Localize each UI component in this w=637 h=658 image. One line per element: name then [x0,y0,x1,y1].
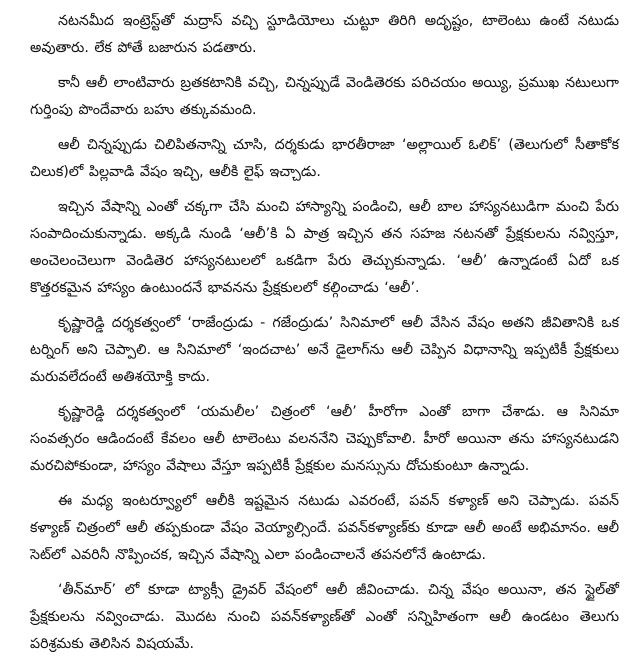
paragraph-5: కృష్ణారెడ్డి దర్శకత్వంలో ‘రాజేంద్రుడు - గజేంద్రుడు’ సినిమాలో ఆలీ వేసిన వేషం అతని జీవితానికి ఒక టర్నింగ్ అని చెప్పాలి. ఆ సినిమాలో ‘ఇందచాట’ అనే డైలాగ్‌ను ఆలీ చెప్పిన విధానాన్ని ఇప్పటికీ ప్రేక్షకులు మరువలేదంటే అతిశయోక్తి కాదు. [30,315,619,385]
paragraph-7: ఈ మధ్య ఇంటర్వ్యూలో ఆలీకి ఇష్టమైన నటుడు ఎవరంటే, పవన్ కళ్యాణ్ అని చెప్పాడు. పవన్ కళ్యాణ్ చిత్రంలో ఆలీ తప్పకుండా వేషం వెయ్యాల్సిందే. పవన్‌కళ్యాణ్‌కు కూడా ఆలీ అంటే అభిమానం. ఆలీ సెట్‌లో ఎవరినీ నొప్పించక, ఇచ్చిన వేషాన్ని ఎలా పండించాలనే తపనలోనే ఉంటాడు. [30,493,619,563]
paragraph-6: కృష్ణారెడ్డి దర్శకత్వంలో ‘యమలీల’ చిత్రంలో ‘ఆలీ’ హీరోగా ఎంతో బాగా చేశాడు. ఆ సినిమా సంవత్సరం ఆడిందంటే కేవలం ఆలీ టాలెంటు వలననేని చెప్పుకోవాలి. హీరో అయినా తను హాస్యనటుడని మరచిపోకుండా, హాస్యం వేషాలు వేస్తూ ఇప్పటికీ ప్రేక్షకుల మనస్సును దోచుకుంటూ ఉన్నాడు. [30,404,619,474]
paragraph-4: ఇచ్చిన వేషాన్ని ఎంతో చక్కగా చేసి మంచి హాస్యాన్ని పండించి, ఆలీ బాల హాస్యనటుడిగా మంచి పేరు సంపాదించుకున్నాడు. అక్కడి నుండి ‘ఆలీ’కి ఏ పాత్ర ఇచ్చిన తన సహజ నటనతో ప్రేక్షకులను నవ్విస్తూ, అంచెలంచెలుగా వెండితెర హాస్యనటులలో ఒకడిగా పేరు తెచ్చుకున్నాడు. ‘ఆలీ’ ఉన్నాడంటే ఏదో ఒక కొత్తరకమైన హాస్యం ఉంటుందనే భావనను ప్రేక్షకులలో కల్గించాడు ‘ఆలీ’. [30,199,619,296]
paragraph-3: ఆలీ చిన్నప్పుడు చిలిపితనాన్ని చూసి, దర్శకుడు భారతీరాజా ‘అల్లాయిల్ ఓలిక్’ (తెలుగులో సీతాకోక చిలుక)లో పిల్లవాడి వేషం ఇచ్చి, ఆలీకి లైఫ్ ఇచ్చాడు. [30,137,619,180]
paragraph-8: ‘తీన్‌మార్’ లో కూడా ట్యాక్సీ డ్రైవర్ వేషంలో ఆలీ జీవించాడు. చిన్న వేషం అయినా, తన స్టైల్‌తో ప్రేక్షకులను నవ్వించాడు. మొదట నుంచి పవన్‌కళ్యాణ్‌తో ఎంతో సన్నిహితంగా ఆలీ ఉండటం తెలుగు పరిశ్రమకు తెలిసిన విషయమే. [30,582,619,652]
paragraph-2: కానీ ఆలీ లాంటివారు బ్రతకటానికి వచ్చి, చిన్నప్పుడే వెండితెరకు పరిచయం అయ్యి, ప్రముఖ నటులుగా గుర్తింపు పొందేవారు బహు తక్కువమంది. [30,75,619,118]
paragraph-1: నటనమీద ఇంట్రెస్ట్‌తో మద్రాస్ వచ్చి స్టూడియోలు చుట్టూ తిరిగి అదృష్టం, టాలెంటు ఉంటే నటుడు అవుతారు. లేక పోతే బజారున పడతారు. [30,13,619,56]
